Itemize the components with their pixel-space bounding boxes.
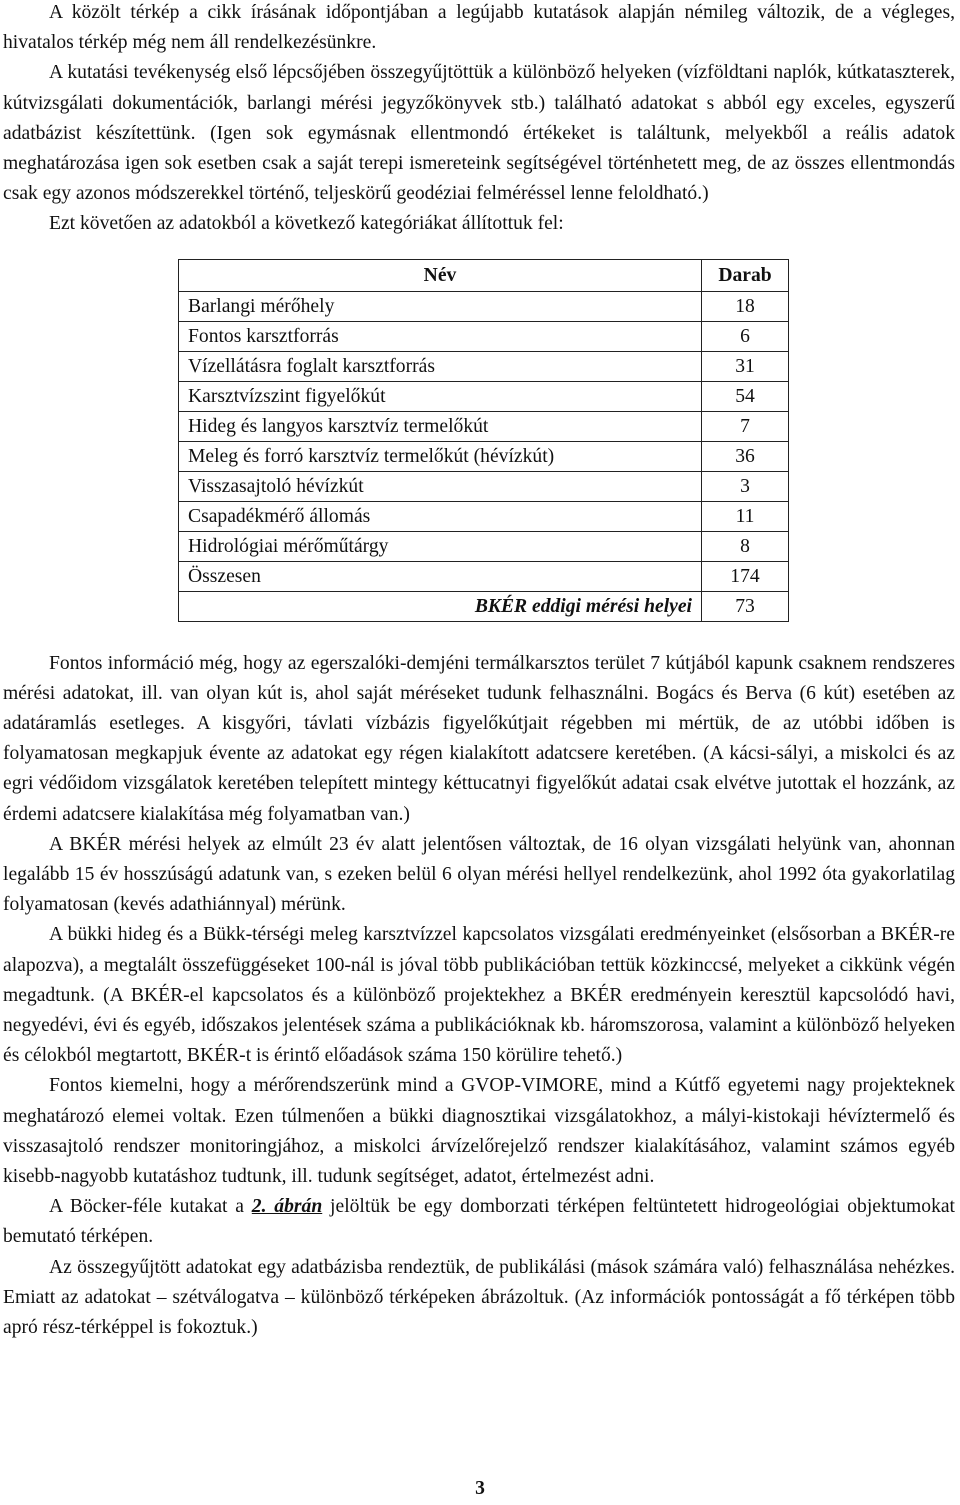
table-row: [179, 381, 789, 411]
table-row: [179, 501, 789, 531]
header-count: Darab: [702, 259, 789, 291]
paragraph-categories-intro: Ezt követően az adatokból a következő kategóriákat állítottuk fel:: [49, 213, 564, 235]
row-count: 7: [702, 411, 789, 441]
paragraph-database: Az összegyűjtött adatokat egy adatbázisba rendeztük, de publikálási (mások számára való) felhasználása nehézkes. Emiatt az adatokat – szétválogatva – különböző térképeken ábrázoltuk. (Az információk pontosságát a fő térképen több apró rész-térképpel is fokoztuk.): [3, 1256, 955, 1339]
row-name: Hideg és langyos karsztvíz termelőkút: [179, 411, 702, 441]
row-count: 3: [702, 471, 789, 501]
row-name: Vízellátásra foglalt karsztforrás: [179, 351, 702, 381]
row-count: 31: [702, 351, 789, 381]
row-name: Fontos karsztforrás: [179, 321, 702, 351]
row-count: 73: [702, 591, 789, 621]
table-row: [179, 531, 789, 561]
paragraph-data-collection: A kutatási tevékenység első lépcsőjében összegyűjtöttük a különböző helyeken (vízföldtani naplók, kútkataszterek, kútvizsgálati dokumentációk, barlangi mérési jegyzőkönyvek stb.) található adatokat s abból egy exceles, egyszerű adatbázist készítettünk. (Igen sok egymásnak ellentmondó értékeket is találtunk, melyekből a reális adatok meghatározása igen sok esetben csak a saját terepi ismereteink segítségével történhetett meg, de az összes ellentmondás csak egy azonos módszerekkel történő, teljeskörű geodéziai felméréssel lenne feloldható.): [3, 62, 955, 205]
table-row: [179, 411, 789, 441]
row-name: BKÉR eddigi mérési helyei: [179, 591, 702, 621]
paragraph-bker-locations: A BKÉR mérési helyek az elmúlt 23 év alatt jelentősen változtak, de 16 olyan vizsgálati helyünk van, ahonnan legalább 15 év hosszúságú adatunk van, s ezeken belül 6 olyan mérési hellyel rendelkezünk, ahol 1992 óta gyakorlatilag folyamatosan (kevés adathiánnyal) mérünk.: [3, 833, 955, 916]
bocker-text-after: jelöltük be egy domborzati térképen feltüntetett hidrogeológiai objektumokat bemutató térképen.: [3, 1196, 956, 1248]
row-count: 174: [702, 561, 789, 591]
page-number: 3: [475, 1478, 485, 1499]
row-name: Összesen: [179, 561, 702, 591]
row-name: Karsztvízszint figyelőkút: [179, 381, 702, 411]
row-count: 8: [702, 531, 789, 561]
row-count: 6: [702, 321, 789, 351]
row-count: 18: [702, 291, 789, 321]
row-name: Csapadékmérő állomás: [179, 501, 702, 531]
header-name: Név: [179, 259, 702, 291]
table-body: [179, 291, 789, 621]
paragraph-publications: A bükki hideg és a Bükk-térségi meleg karsztvízzel kapcsolatos vizsgálati eredményeinket (elsősorban a BKÉR-re alapozva), a megtalált összefüggéseket 100-nál is jóval több publikációban tettük közkinccsé, melyeket a cikkünk végén megadtunk. (A BKÉR-el kapcsolatos és a különböző projektekhez a BKÉR eredményein keresztül kapcsolódó havi, negyedévi, évi és egyéb, időszakos jelentések száma a publikációknak kb. háromszorosa, valamint a különböző helyeken és célokból megtartott, BKÉR-t is érintő előadások száma 150 körülire tehető.): [3, 924, 955, 1067]
table-row: [179, 321, 789, 351]
table-row-bker: [179, 591, 789, 621]
table-row-total: [179, 561, 789, 591]
table-row: [179, 471, 789, 501]
row-name: Meleg és forró karsztvíz termelőkút (hévízkút): [179, 441, 702, 471]
paragraph-egerszalok-data: Fontos információ még, hogy az egerszalóki-demjéni termálkarsztos terület 7 kútjából kapunk csaknem rendszeres mérési adatokat, ill. van olyan kút is, ahol saját méréseket tudunk felhasználni. Bogács és Berva (6 kút) esetében az adatáramlás esetleges. A kisgyőri, távlati vízbázis figyelőkútjait régebben mi mértük, de az utóbbi időben is folyamatosan megkapjuk évente az adatokat egy régen kialakított adatcsere keretében. (A kácsi-sályi, a miskolci és az egri védőidom vizsgálatok keretében telepített mintegy kéttucatnyi figyelőkút adatai csak elvétve jutottak el hozzánk, az érdemi adatcsere kialakítása még folyamatban van.): [3, 652, 955, 825]
row-name: Visszasajtoló hévízkút: [179, 471, 702, 501]
categories-table: [178, 259, 789, 622]
categories-table-wrapper: [178, 259, 789, 622]
row-count: 54: [702, 381, 789, 411]
paragraph-map-note: A közölt térkép a cikk írásának időpontjában a legújabb kutatások alapján némileg változik, de a végleges, hivatalos térkép még nem áll rendelkezésünkre.: [3, 2, 955, 54]
table-row: [179, 291, 789, 321]
row-name: Barlangi mérőhely: [179, 291, 702, 321]
table-row: [179, 351, 789, 381]
row-count: 36: [702, 441, 789, 471]
paragraph-projects: Fontos kiemelni, hogy a mérőrendszerünk mind a GVOP-VIMORE, mind a Kútfő egyetemi nagy projekteknek meghatározó elemei voltak. Ezen túlmenően a bükki diagnosztikai vizsgálatokhoz, a mályi-kistokaji hévíztermelő és visszasajtoló rendszer monitoringjához, a miskolci árvízelőrejelző rendszer kialakításához, valamint számos egyéb kisebb-nagyobb kutatáshoz tudtunk, ill. tudunk segítséget, adatot, értelmezést adni.: [3, 1075, 955, 1188]
row-name: Hidrológiai mérőműtárgy: [179, 531, 702, 561]
table-row: [179, 441, 789, 471]
figure-2-link[interactable]: 2. ábrán: [251, 1196, 323, 1218]
bocker-text-before: A Böcker-féle kutakat a: [49, 1196, 252, 1218]
paragraph-bocker-wells: [3, 1192, 955, 1252]
table-header-row: [179, 259, 789, 291]
row-count: 11: [702, 501, 789, 531]
